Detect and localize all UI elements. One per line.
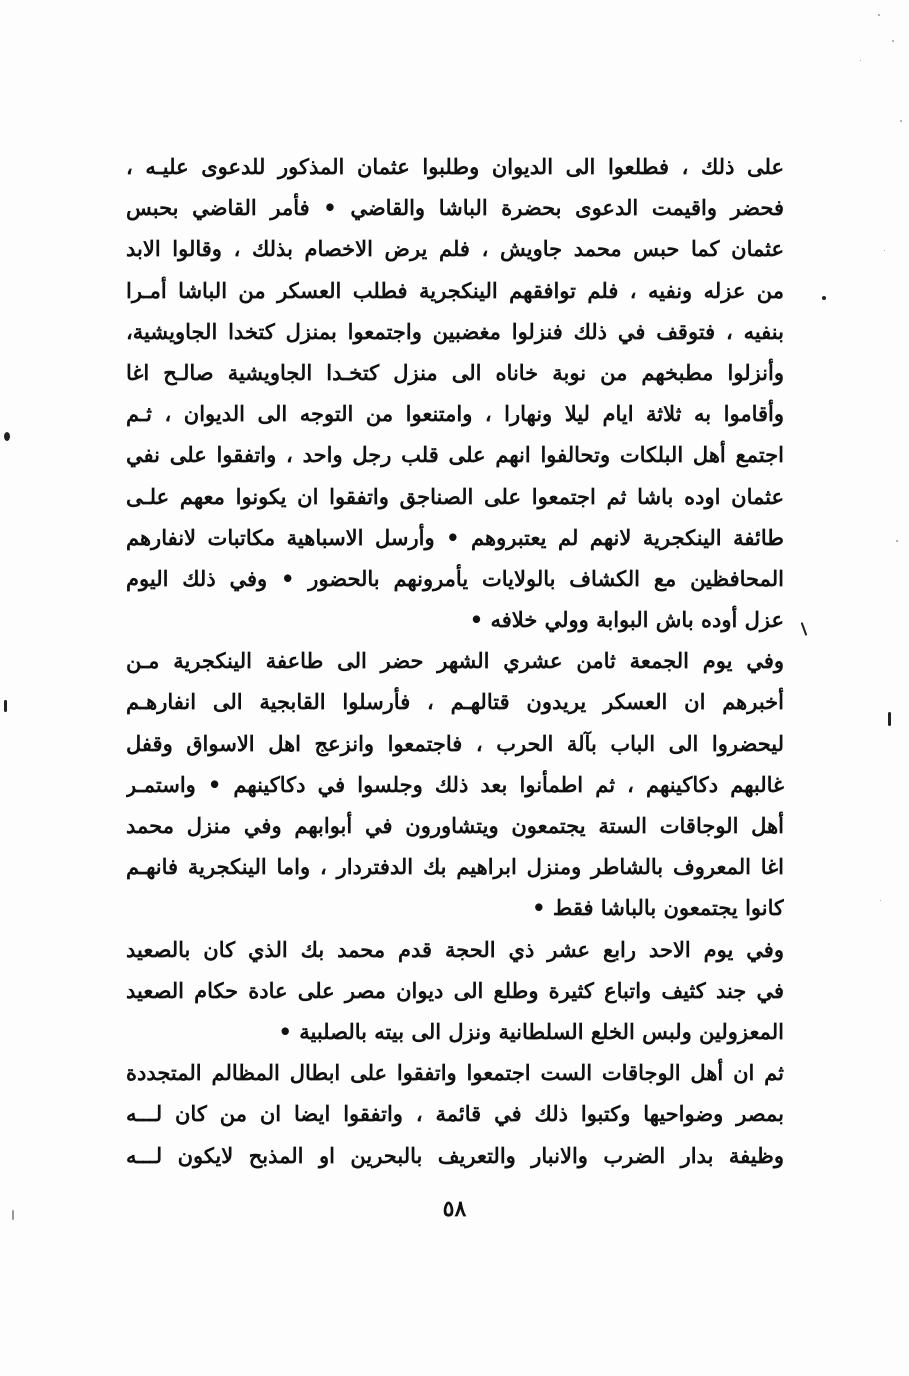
text-line: المعزولين ولبس الخلع السلطانية ونزل الى بيته بالصلبية • [278, 1018, 784, 1044]
scan-mark [801, 622, 808, 636]
text-line: ثم ان أهل الوجاقات الست اجتمعوا واتفقوا على ابطال المظالم المتجددة [126, 1060, 784, 1086]
text-line: أخبرهم ان العسكر يريدون قتالهـم ، فأرسلوا القابجية الى انفارهـم [126, 689, 784, 715]
scan-mark [884, 250, 885, 251]
text-line: عثمان كما حبس محمد جاويش ، فلم يرض الاخصام بذلك ، وقالوا الابد [126, 236, 784, 262]
text-line: في جند كثيف واتباع كثيرة وطلع الى ديوان مصر على عادة حكام الصعيد [126, 977, 784, 1003]
scan-mark [892, 40, 894, 42]
text-line: عثمان اوده باشا ثم اجتمعوا على الصناجق واتفقوا ان يكونوا معهم علـى [126, 483, 784, 509]
scan-mark [900, 120, 902, 122]
scan-mark [878, 14, 880, 16]
page-number: ٥٨ [442, 1196, 467, 1222]
text-line: فحضر واقيمت الدعوى بحضرة الباشا والقاضي • فأمر القاضي بحبس [126, 195, 784, 221]
text-line: وفي يوم الاحد رابع عشر ذي الحجة قدم محمد بك الذي كان بالصعيد [126, 936, 784, 962]
body-text [126, 146, 784, 1176]
text-line: على ذلك ، فطلعوا الى الديوان وطلبوا عثمان المذكور للدعوى عليـه ، [126, 154, 784, 179]
text-line: المحافظين مع الكشاف بالولايات يأمرونهم بالحضور • وفي ذلك اليوم [126, 565, 784, 591]
text-line: غالبهم دكاكينهم ، ثم اطمأنوا بعد ذلك وجلسوا في دكاكينهم • واستمـر [126, 771, 784, 797]
scan-mark [12, 1210, 14, 1220]
text-line: وظيفة بدار الضرب والانبار والتعريف بالبحرين او المذبح لايكون لـــه [126, 1142, 784, 1168]
text-line: ليحضروا الى الباب بآلة الحرب ، فاجتمعوا وانزعج اهل الاسواق وقفل [126, 730, 784, 756]
scan-mark [822, 296, 826, 300]
text-line: كانوا يجتمعون بالباشا فقط • [532, 895, 784, 921]
text-line: عزل أوده باش البوابة وولي خلافه • [469, 607, 784, 633]
text-line: وفي يوم الجمعة ثامن عشري الشهر حضر الى طاعفة الينكجرية مـن [126, 648, 784, 674]
text-line: من عزله ونفيه ، فلم توافقهم الينكجرية فطلب العسكر من الباشا أمـرا [126, 277, 784, 303]
text-line: بنفيه ، فتوقف في ذلك فنزلوا مغضبين واجتمعوا بمنزل كتخدا الجاويشية، [126, 318, 784, 344]
text-line: أهل الوجاقات الستة يجتمعون ويتشاورون في أبوابهم وفي منزل محمد [126, 813, 784, 838]
scan-mark [896, 540, 898, 542]
scan-mark [860, 60, 861, 61]
text-line: اغا المعروف بالشاطر ومنزل ابراهيم بك الدفتردار ، واما الينكجرية فانهـم [126, 854, 784, 880]
scan-mark [880, 900, 881, 901]
text-line: وأقاموا به ثلاثة ايام ليلا ونهارا ، وامتنعوا من التوجه الى الديوان ، ثـم [126, 401, 784, 427]
text-line: وأنزلوا مطبخهم من نوبة خاناه الى منزل كتخـدا الجاويشية صالـح اغا [126, 359, 784, 385]
scan-mark [4, 700, 7, 712]
text-line: بمصر وضواحيها وكتبوا ذلك في قائمة ، واتفقوا ايضا ان من كان لـــه [126, 1101, 784, 1127]
scan-mark [4, 432, 10, 441]
text-line: طائفة الينكجرية لانهم لم يعتبروهم • وأرسل الاسباهية مكاتبات لانفارهم [126, 524, 784, 550]
scan-mark [888, 712, 891, 726]
text-line: اجتمع أهل البلكات وتحالفوا انهم على قلب رجل واحد ، واتفقوا على نفي [126, 442, 784, 468]
